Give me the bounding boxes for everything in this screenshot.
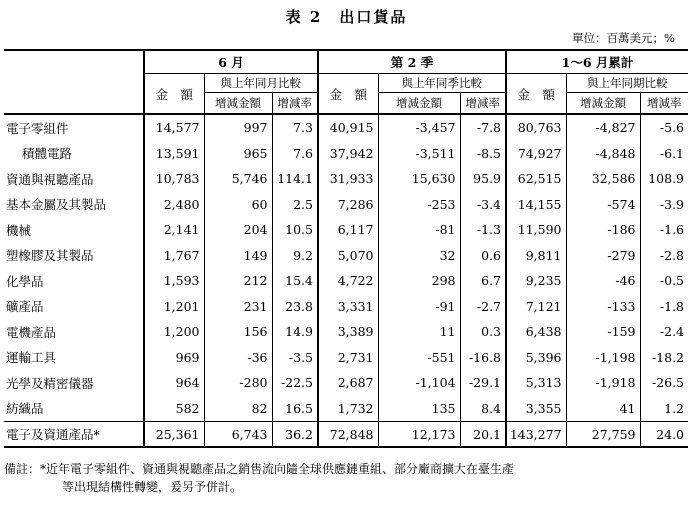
q2-change-rate-cell: 95.9 [460, 166, 506, 192]
table-row [4, 114, 688, 141]
q2-amount-cell: 7,286 [318, 192, 378, 218]
header-june-change-amount: 增減金額 [204, 93, 272, 115]
june-change-rate-cell: 2.5 [272, 192, 318, 218]
june-amount-cell: 25,361 [144, 422, 204, 448]
ytd-change-amount-cell: -1,918 [566, 370, 640, 396]
row-label: 機械 [6, 222, 32, 238]
q2-change-rate-cell: -1.3 [460, 217, 506, 243]
ytd-amount-cell: 5,396 [506, 345, 566, 371]
export-goods-table [4, 49, 688, 448]
table-row [4, 192, 688, 218]
q2-change-rate-cell: -8.5 [460, 141, 506, 167]
table-title: 表 2 出口貨品 [285, 8, 408, 26]
june-change-amount-cell: 156 [204, 319, 272, 345]
june-amount-cell: 14,577 [144, 114, 204, 141]
june-amount-cell: 1,200 [144, 319, 204, 345]
ytd-amount-cell: 6,438 [506, 319, 566, 345]
june-change-amount-cell: 965 [204, 141, 272, 167]
june-change-amount-cell: 82 [204, 396, 272, 422]
table-row [4, 294, 688, 320]
q2-change-amount-cell: -81 [378, 217, 460, 243]
row-label: 電機產品 [6, 324, 57, 340]
june-change-rate-cell: 114.1 [272, 166, 318, 192]
header-q2-change-amount: 增減金額 [378, 93, 460, 115]
ytd-change-amount-cell: -279 [566, 243, 640, 269]
table-row [4, 217, 688, 243]
june-amount-cell: 2,480 [144, 192, 204, 218]
q2-change-rate-cell: -2.7 [460, 294, 506, 320]
ytd-change-rate-cell: 108.9 [640, 166, 688, 192]
q2-change-rate-cell: 0.3 [460, 319, 506, 345]
row-label: 塑橡膠及其製品 [6, 248, 94, 264]
q2-amount-cell: 72,848 [318, 422, 378, 448]
row-label: 資通與視聽產品 [6, 171, 94, 187]
ytd-change-rate-cell: -5.6 [640, 114, 688, 141]
row-label: 電子零組件 [6, 120, 69, 136]
ytd-amount-cell: 5,313 [506, 370, 566, 396]
table-row [4, 268, 688, 294]
june-change-rate-cell: 7.3 [272, 114, 318, 141]
ytd-change-rate-cell: -26.5 [640, 370, 688, 396]
header-blank [4, 50, 144, 114]
ytd-change-rate-cell: 24.0 [640, 422, 688, 448]
ytd-amount-cell: 14,155 [506, 192, 566, 218]
ytd-change-amount-cell: 32,586 [566, 166, 640, 192]
q2-amount-cell: 1,732 [318, 396, 378, 422]
unit-label: 單位：百萬美元；% [572, 31, 675, 45]
ytd-change-rate-cell: -18.2 [640, 345, 688, 371]
q2-change-amount-cell: 11 [378, 319, 460, 345]
june-change-amount-cell: 212 [204, 268, 272, 294]
june-change-rate-cell: 15.4 [272, 268, 318, 294]
ytd-amount-cell: 143,277 [506, 422, 566, 448]
ytd-change-rate-cell: -1.8 [640, 294, 688, 320]
q2-amount-cell: 4,722 [318, 268, 378, 294]
row-label: 礦產品 [6, 299, 44, 315]
footnote [4, 460, 688, 496]
ytd-amount-cell: 9,235 [506, 268, 566, 294]
june-change-amount-cell: -280 [204, 370, 272, 396]
june-amount-cell: 1,593 [144, 268, 204, 294]
q2-change-amount-cell: -3,457 [378, 114, 460, 141]
june-change-amount-cell: -36 [204, 345, 272, 371]
june-change-amount-cell: 60 [204, 192, 272, 218]
ytd-amount-cell: 62,515 [506, 166, 566, 192]
q2-amount-cell: 6,117 [318, 217, 378, 243]
header-q2-amount: 金 額 [318, 74, 378, 115]
ytd-change-amount-cell: -4,848 [566, 141, 640, 167]
row-label: 電子及資通產品* [4, 422, 144, 448]
june-amount-cell: 13,591 [144, 141, 204, 167]
header-ytd: 1～6 月累計 [506, 50, 688, 74]
june-amount-cell: 10,783 [144, 166, 204, 192]
header-june-yoy: 與上年同月比較 [204, 74, 318, 93]
june-change-amount-cell: 231 [204, 294, 272, 320]
q2-change-amount-cell: 298 [378, 268, 460, 294]
ytd-amount-cell: 80,763 [506, 114, 566, 141]
q2-change-amount-cell: 15,630 [378, 166, 460, 192]
table-row [4, 243, 688, 269]
q2-change-rate-cell: -16.8 [460, 345, 506, 371]
june-change-amount-cell: 997 [204, 114, 272, 141]
q2-change-amount-cell: -551 [378, 345, 460, 371]
june-amount-cell: 582 [144, 396, 204, 422]
q2-amount-cell: 3,389 [318, 319, 378, 345]
row-label: 運輸工具 [6, 350, 57, 366]
row-label: 紡織品 [6, 401, 44, 417]
q2-change-amount-cell: -1,104 [378, 370, 460, 396]
header-q2-change-rate: 增減率 [460, 93, 506, 115]
q2-amount-cell: 31,933 [318, 166, 378, 192]
footnote-line-1: 備註：*近年電子零組件、資通與視聽產品之銷售流向隨全球供應鏈重組、部分廠商擴大在臺生產 [4, 462, 515, 476]
june-amount-cell: 969 [144, 345, 204, 371]
q2-change-amount-cell: -3,511 [378, 141, 460, 167]
total-row [4, 422, 688, 448]
row-label: 光學及精密儀器 [6, 375, 94, 391]
ytd-change-rate-cell: -2.8 [640, 243, 688, 269]
ytd-change-rate-cell: -0.5 [640, 268, 688, 294]
row-label: 積體電路 [22, 146, 73, 162]
ytd-change-rate-cell: -1.6 [640, 217, 688, 243]
ytd-change-amount-cell: 41 [566, 396, 640, 422]
q2-change-rate-cell: 6.7 [460, 268, 506, 294]
table-row [4, 345, 688, 371]
q2-amount-cell: 2,687 [318, 370, 378, 396]
table-row [4, 166, 688, 192]
table-row [4, 370, 688, 396]
q2-change-rate-cell: 0.6 [460, 243, 506, 269]
ytd-change-amount-cell: -186 [566, 217, 640, 243]
ytd-change-rate-cell: -3.9 [640, 192, 688, 218]
ytd-amount-cell: 9,811 [506, 243, 566, 269]
row-label: 化學品 [6, 273, 44, 289]
ytd-change-amount-cell: -159 [566, 319, 640, 345]
ytd-amount-cell: 3,355 [506, 396, 566, 422]
q2-amount-cell: 5,070 [318, 243, 378, 269]
ytd-change-rate-cell: -6.1 [640, 141, 688, 167]
june-change-rate-cell: 16.5 [272, 396, 318, 422]
june-change-amount-cell: 6,743 [204, 422, 272, 448]
row-label: 基本金屬及其製品 [6, 197, 107, 213]
ytd-amount-cell: 74,927 [506, 141, 566, 167]
header-ytd-change-rate: 增減率 [640, 93, 688, 115]
q2-amount-cell: 40,915 [318, 114, 378, 141]
ytd-amount-cell: 11,590 [506, 217, 566, 243]
q2-change-rate-cell: 20.1 [460, 422, 506, 448]
ytd-change-amount-cell: -574 [566, 192, 640, 218]
june-change-rate-cell: 10.5 [272, 217, 318, 243]
june-change-rate-cell: 7.6 [272, 141, 318, 167]
q2-amount-cell: 37,942 [318, 141, 378, 167]
q2-change-rate-cell: -29.1 [460, 370, 506, 396]
header-june-amount: 金 額 [144, 74, 204, 115]
header-ytd-change-amount: 增減金額 [566, 93, 640, 115]
june-change-rate-cell: -22.5 [272, 370, 318, 396]
q2-change-rate-cell: -7.8 [460, 114, 506, 141]
header-q2: 第 2 季 [318, 50, 506, 74]
header-q2-yoy: 與上年同季比較 [378, 74, 506, 93]
ytd-change-amount-cell: -46 [566, 268, 640, 294]
ytd-change-amount-cell: 27,759 [566, 422, 640, 448]
june-amount-cell: 1,767 [144, 243, 204, 269]
q2-change-amount-cell: -91 [378, 294, 460, 320]
header-ytd-yoy: 與上年同期比較 [566, 74, 688, 93]
june-change-rate-cell: 23.8 [272, 294, 318, 320]
q2-amount-cell: 3,331 [318, 294, 378, 320]
june-amount-cell: 964 [144, 370, 204, 396]
june-change-rate-cell: -3.5 [272, 345, 318, 371]
june-change-rate-cell: 14.9 [272, 319, 318, 345]
ytd-change-amount-cell: -4,827 [566, 114, 640, 141]
q2-change-amount-cell: 135 [378, 396, 460, 422]
table-row [4, 396, 688, 422]
ytd-amount-cell: 7,121 [506, 294, 566, 320]
q2-change-rate-cell: 8.4 [460, 396, 506, 422]
q2-change-rate-cell: -3.4 [460, 192, 506, 218]
table-row [4, 141, 688, 167]
ytd-change-amount-cell: -1,198 [566, 345, 640, 371]
june-change-amount-cell: 204 [204, 217, 272, 243]
q2-change-amount-cell: 12,173 [378, 422, 460, 448]
june-amount-cell: 1,201 [144, 294, 204, 320]
q2-change-amount-cell: 32 [378, 243, 460, 269]
ytd-change-rate-cell: 1.2 [640, 396, 688, 422]
june-change-amount-cell: 149 [204, 243, 272, 269]
header-ytd-amount: 金 額 [506, 74, 566, 115]
june-change-rate-cell: 9.2 [272, 243, 318, 269]
june-amount-cell: 2,141 [144, 217, 204, 243]
footnote-line-2: 等出現結構性轉變，爰另予併計。 [62, 480, 243, 494]
q2-change-amount-cell: -253 [378, 192, 460, 218]
header-june-change-rate: 增減率 [272, 93, 318, 115]
q2-amount-cell: 2,731 [318, 345, 378, 371]
header-june: 6 月 [144, 50, 318, 74]
ytd-change-amount-cell: -133 [566, 294, 640, 320]
june-change-amount-cell: 5,746 [204, 166, 272, 192]
june-change-rate-cell: 36.2 [272, 422, 318, 448]
ytd-change-rate-cell: -2.4 [640, 319, 688, 345]
table-row [4, 319, 688, 345]
